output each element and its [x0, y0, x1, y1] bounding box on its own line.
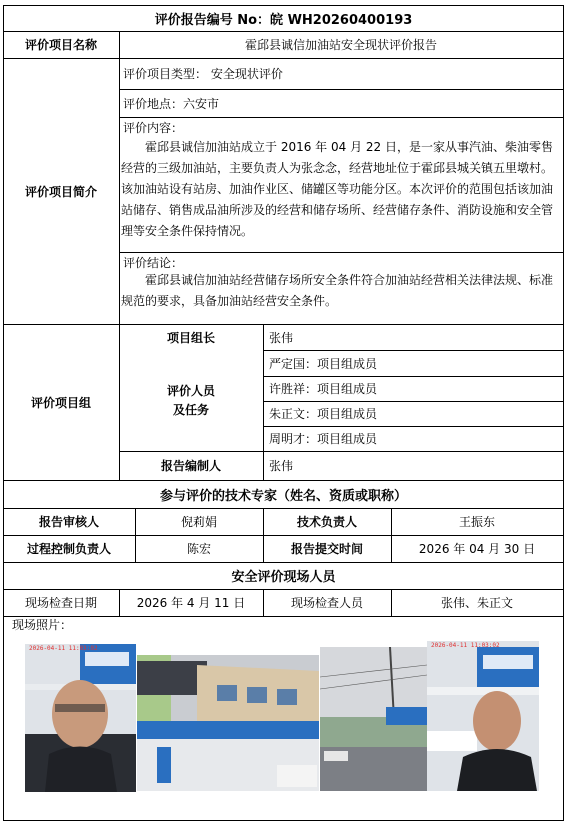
site-photo-road — [320, 647, 427, 791]
editor-value: 张伟 — [269, 459, 294, 473]
process-control-value: 陈宏 — [186, 542, 211, 556]
staff-label — [119, 350, 263, 451]
site-photo-selfie-2 — [427, 641, 539, 791]
intro-label: 评价项目简介 — [24, 184, 97, 199]
evaluation-location: 评价地点：六安市 — [123, 96, 220, 111]
evaluation-type: 评价项目类型： 安全现状评价 — [123, 67, 283, 81]
inspection-date-value: 2026 年 4 月 11 日 — [136, 596, 246, 610]
inspectors-label: 现场检查人员 — [290, 596, 363, 610]
onsite-heading: 安全评价现场人员 — [231, 570, 336, 585]
experts-heading: 参与评价的技术专家（姓名、资质或职称） — [159, 488, 407, 504]
content-text: 霍邱县诚信加油站成立于 2016 年 04 月 22 日，是一家从事汽油、柴油零售经营的三级加油站，主要负责人为张念念，经营地址位于霍邱县城关镇五里墩村。该加油站设有站房、加油作业区、储罐区等功能分区。本次评价的范围包括该加油站储存、销售成品油所涉及的经营和储存场所、经营储存条件、消防设施和安全管理等安全条件保持情况。 — [121, 140, 554, 238]
content-label: 评价内容： — [123, 121, 184, 135]
editor-label: 报告编制人 — [160, 459, 221, 473]
staff-member: 周明才：项目组成员 — [269, 432, 378, 446]
staff-label-line1: 评价人员 — [166, 383, 215, 398]
team-label: 评价项目组 — [30, 395, 91, 410]
report-number-title: 评价报告编号 No：皖 WH20260400193 — [154, 12, 413, 28]
staff-label-line2: 及任务 — [172, 402, 209, 417]
submit-time-value: 2026 年 04 月 30 日 — [418, 542, 536, 556]
photo-timestamp: 2026-04-11 11:03:02 — [29, 645, 98, 652]
staff-member: 严定国：项目组成员 — [269, 356, 378, 371]
inspectors-value: 张伟、朱正文 — [440, 596, 513, 610]
submit-time-label: 报告提交时间 — [290, 542, 363, 556]
tech-lead-label: 技术负责人 — [296, 515, 357, 529]
conclusion-text: 霍邱县诚信加油站经营储存场所安全条件符合加油站经营相关法律法规、标准规范的要求，具备加油站经营安全条件。 — [121, 273, 554, 308]
project-name-value: 霍邱县诚信加油站安全现状评价报告 — [244, 38, 437, 52]
photo-timestamp: 2026-04-11 11:03:02 — [431, 642, 500, 649]
staff-member: 许胜祥：项目组成员 — [269, 382, 378, 396]
site-photo-building — [137, 655, 319, 791]
photos-label: 现场照片： — [12, 618, 73, 632]
process-control-label: 过程控制负责人 — [26, 542, 111, 556]
inspection-date-label: 现场检查日期 — [24, 596, 97, 610]
staff-member: 朱正文：项目组成员 — [269, 407, 378, 421]
conclusion-label: 评价结论： — [123, 256, 184, 270]
reviewer-value: 倪莉娟 — [180, 515, 217, 529]
tech-lead-value: 王振东 — [458, 515, 495, 529]
leader-label: 项目组长 — [166, 330, 215, 345]
project-name-label: 评价项目名称 — [24, 38, 97, 52]
reviewer-label: 报告审核人 — [38, 515, 99, 529]
site-photo-selfie-1 — [25, 644, 136, 792]
leader-value: 张伟 — [269, 330, 294, 345]
